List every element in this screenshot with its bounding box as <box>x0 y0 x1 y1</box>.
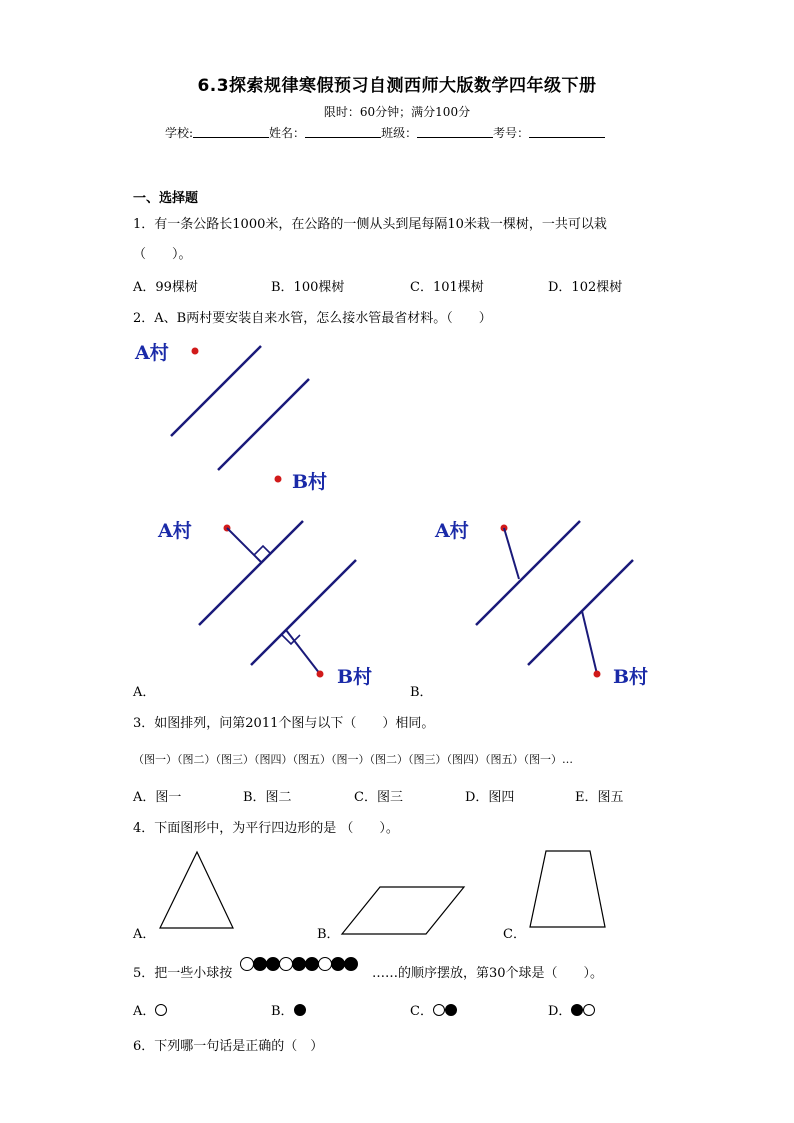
q1-option-d[interactable]: D．102棵树 <box>548 280 623 295</box>
q5-option-c-label: C． <box>410 1004 433 1019</box>
q5-option-c[interactable] <box>410 1000 457 1019</box>
village-b-dot <box>317 671 324 678</box>
black-ball-icon <box>571 1004 583 1016</box>
black-ball-icon <box>294 1004 306 1016</box>
q4-option-a[interactable]: A． <box>133 927 156 942</box>
q2-option-a[interactable]: A． <box>133 685 156 700</box>
black-ball-icon <box>344 957 358 971</box>
q1-option-b[interactable]: B．100棵树 <box>271 280 345 295</box>
name-label: 姓名： <box>269 126 306 140</box>
q4-option-c[interactable]: C． <box>503 927 526 942</box>
q2-main-figure <box>134 341 327 493</box>
village-b-label: B村 <box>613 666 649 688</box>
q3-text: 3．如图排列，问第2011个图与以下（ ）相同。 <box>133 716 435 731</box>
village-a-dot <box>192 348 199 355</box>
white-ball-icon <box>240 957 254 971</box>
black-ball-icon <box>292 957 306 971</box>
white-ball-icon <box>155 1004 167 1016</box>
white-ball-icon <box>433 1004 445 1016</box>
river-bank-1 <box>476 521 580 625</box>
q1-option-a[interactable]: A．99棵树 <box>133 280 198 295</box>
q5-option-a[interactable] <box>133 1000 167 1019</box>
river-bank-1 <box>171 346 261 436</box>
black-ball-icon <box>305 957 319 971</box>
triangle-shape[interactable] <box>160 852 233 928</box>
white-ball-icon <box>583 1004 595 1016</box>
exam-no-label: 考号： <box>493 126 530 140</box>
q5-option-b-label: B． <box>271 1004 294 1019</box>
river-bank-2 <box>528 560 633 665</box>
river-bank-2 <box>218 379 309 470</box>
pipe-segment-b <box>582 611 597 674</box>
parallelogram-shape[interactable] <box>342 887 464 934</box>
q3-sequence: （图一）（图二）（图三）（图四）（图五）（图一）（图二）（图三）（图四）（图五）（图一）… <box>133 753 573 766</box>
school-label: 学校: <box>165 126 194 140</box>
q3-option-b[interactable]: B．图二 <box>243 790 292 805</box>
village-b-label: B村 <box>292 471 328 493</box>
class-label: 班级： <box>381 126 418 140</box>
q4-option-b[interactable]: B． <box>317 927 340 942</box>
black-ball-icon <box>253 957 267 971</box>
q5-text-prefix: 5．把一些小球按 <box>133 966 233 981</box>
village-b-dot <box>594 671 601 678</box>
black-ball-icon <box>445 1004 457 1016</box>
pipe-segment-b <box>286 630 320 674</box>
q5-option-a-label: A． <box>133 1004 156 1019</box>
section-title: 一、选择题 <box>133 191 199 206</box>
q3-option-a[interactable]: A．图一 <box>133 790 182 805</box>
q5-option-b[interactable] <box>271 1000 306 1019</box>
village-a-label: A村 <box>158 520 192 542</box>
q1-text: 1．有一条公路长1000米，在公路的一侧从头到尾每隔10米栽一棵树，一共可以栽 <box>133 217 607 232</box>
trapezoid-shape[interactable] <box>530 851 605 927</box>
village-a-label: A村 <box>435 520 469 542</box>
village-a-label: A村 <box>135 342 169 364</box>
black-ball-icon <box>266 957 280 971</box>
q2-option-b[interactable]: B． <box>410 685 433 700</box>
pipe-segment-a <box>504 528 519 579</box>
pipe-segment-a <box>227 528 261 562</box>
ball-sequence <box>240 955 357 974</box>
q2-text: 2．A、B两村要安装自来水管，怎么接水管最省材料。（ ） <box>133 311 492 326</box>
right-angle-mark <box>254 546 270 555</box>
village-b-dot <box>275 476 282 483</box>
white-ball-icon <box>318 957 332 971</box>
q3-option-e[interactable]: E．图五 <box>575 790 624 805</box>
q2-option-a-figure[interactable] <box>157 519 372 688</box>
page-title: 6.3探索规律寒假预习自测西师大版数学四年级下册 <box>197 76 597 96</box>
q4-text: 4．下面图形中，为平行四边形的是 （ ）。 <box>133 821 399 836</box>
q1-text-cont: （ ）。 <box>133 247 192 262</box>
q6-text: 6．下列哪一句话是正确的（ ） <box>133 1039 324 1054</box>
q2-option-b-figure[interactable] <box>434 519 648 688</box>
q5-text-suffix: ……的顺序摆放，第30个球是（ ）。 <box>372 966 604 981</box>
q5-option-d[interactable] <box>548 1000 595 1019</box>
river-bank-2 <box>251 560 356 665</box>
q1-option-c[interactable]: C．101棵树 <box>410 280 484 295</box>
time-limit: 限时：60分钟；满分100分 <box>323 105 471 119</box>
q3-option-d[interactable]: D．图四 <box>465 790 515 805</box>
river-bank-1 <box>199 521 303 625</box>
q3-option-c[interactable]: C．图三 <box>354 790 403 805</box>
q5-option-d-label: D． <box>548 1004 572 1019</box>
white-ball-icon <box>279 957 293 971</box>
black-ball-icon <box>331 957 345 971</box>
village-b-label: B村 <box>337 666 373 688</box>
